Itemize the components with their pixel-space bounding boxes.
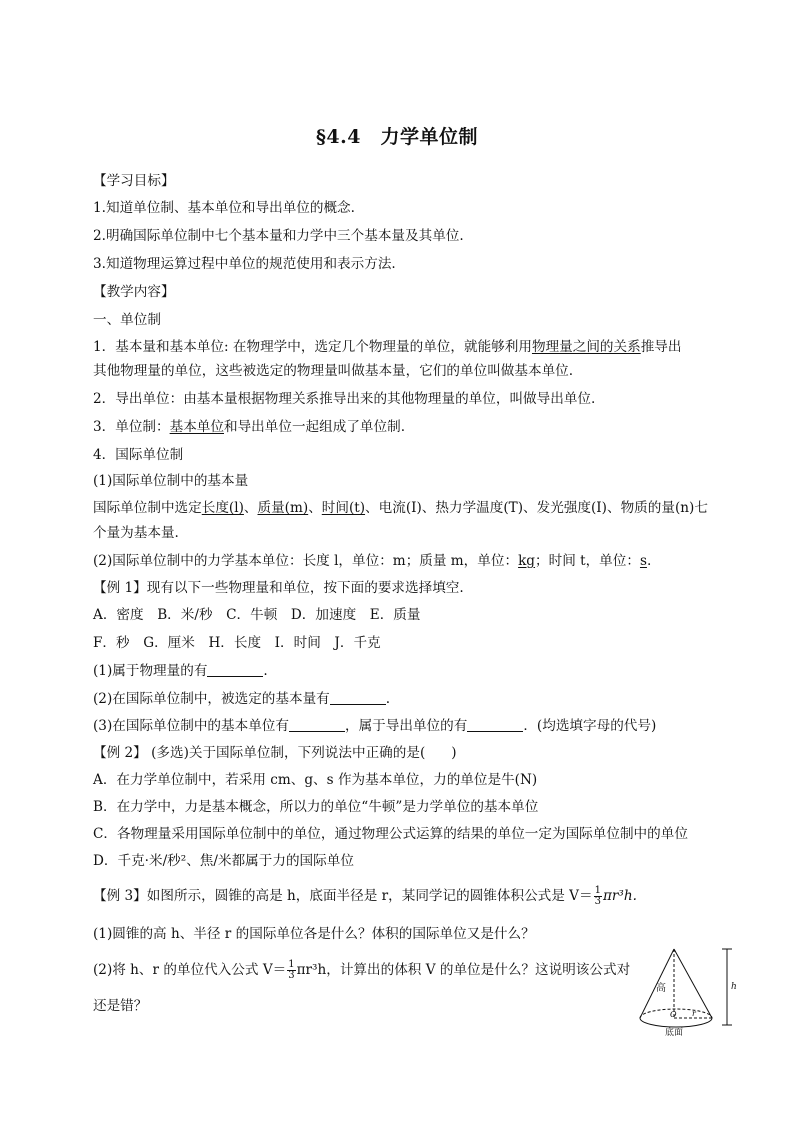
example-2-head: 【例 2】 (多选)关于国际单位制，下列说法中正确的是( ): [93, 745, 457, 761]
example-3-question-2-cont: 还是错？: [93, 998, 148, 1014]
example-2-option-a: A．在力学单位制中，若采用 cm、g、s 作为基本单位，力的单位是牛(N): [93, 772, 538, 788]
fraction-one-third: $\frac{1}{3}$: [288, 959, 295, 981]
example-3-head: 【例 3】如图所示，圆锥的高是 h，底面半径是 r，某同学记的圆锥体积公式是 V＝ $\frac{1}{3}$ πr³h.: [93, 885, 637, 907]
answer-blank[interactable]: [207, 663, 263, 677]
example-3-question-1: (1)圆锥的高 h、半径 r 的国际单位各是什么？体积的国际单位又是什么？: [93, 926, 535, 942]
example-2-option-b: B．在力学中，力是基本概念，所以力的单位“牛顿”是力学单位的基本单位: [93, 799, 539, 815]
fraction-one-third: $\frac{1}{3}$: [594, 885, 601, 907]
point-2: 2．导出单位：由基本量根据物理关系推导出来的其他物理量的单位，叫做导出单位.: [93, 391, 596, 407]
r-label: r: [692, 1009, 696, 1018]
section-heading-objectives: 【学习目标】: [93, 173, 175, 189]
point-3: 3．单位制：基本单位和导出单位一起组成了单位制.: [93, 419, 406, 435]
point-4-sub-1: (1)国际单位制中的基本量: [93, 473, 249, 489]
cone-figure: [630, 945, 745, 1040]
section-heading-content: 【教学内容】: [93, 284, 175, 300]
example-2-option-c: C．各物理量采用国际单位制中的单位，通过物理公式运算的结果的单位一定为国际单位制中的单位: [93, 826, 688, 842]
subsection-unit-system: 一、单位制: [93, 312, 161, 328]
objective-2: 2.明确国际单位制中七个基本量和力学中三个基本量及其单位.: [93, 228, 464, 244]
point-1-line-2: 其他物理量的单位，这些被选定的物理量叫做基本量，它们的单位叫做基本单位.: [93, 363, 574, 379]
base-label: 底面: [665, 1028, 684, 1038]
answer-blank[interactable]: [289, 718, 345, 732]
objective-1: 1.知道单位制、基本单位和导出单位的概念.: [93, 200, 355, 216]
center-label: O: [670, 1010, 677, 1019]
answer-blank[interactable]: [467, 718, 523, 732]
point-4-base-quantities: 国际单位制中选定长度(l)、质量(m)、时间(t)、电流(I)、热力学温度(T)、发光强度(I)、物质的量(n)七: [93, 500, 708, 516]
cone-base-front: [640, 1018, 712, 1027]
h-label: h: [731, 982, 737, 992]
example-1-question-1: (1)属于物理量的有 .: [93, 663, 268, 679]
cone-right-edge: [674, 949, 712, 1018]
point-4-mechanics-units: (2)国际单位制中的力学基本单位：长度 l，单位：m；质量 m，单位：kg；时间 t，单位：s.: [93, 553, 652, 569]
objective-3: 3.知道物理运算过程中单位的规范使用和表示方法.: [93, 256, 396, 272]
example-1-head: 【例 1】现有以下一些物理量和单位，按下面的要求选择填空.: [93, 580, 464, 596]
example-2-option-d: D．千克·米/秒²、焦/米都属于力的国际单位: [93, 853, 354, 869]
example-1-options-row-2: F．秒 G．厘米 H．长度 I．时间 J．千克: [93, 635, 381, 651]
height-label: 高: [656, 983, 666, 994]
answer-blank[interactable]: [330, 691, 386, 705]
point-4-base-quantities-cont: 个量为基本量.: [93, 525, 179, 541]
example-1-question-2: (2)在国际单位制中，被选定的基本量有 .: [93, 691, 391, 707]
point-1-line-1: 1．基本量和基本单位: 在物理学中，选定几个物理量的单位，就能够利用物理量之间的关系推导出: [93, 339, 682, 355]
page-title: §4.4 力学单位制: [316, 126, 478, 148]
example-3-question-2: (2)将 h、r 的单位代入公式 V＝ $\frac{1}{3}$ πr³h，计算出的体积 V 的单位是什么？这说明该公式对: [93, 959, 631, 981]
point-4: 4．国际单位制: [93, 447, 184, 463]
example-1-question-3: (3)在国际单位制中的基本单位有 ，属于导出单位的有 ．(均选填字母的代号): [93, 718, 657, 734]
example-1-options-row-1: A．密度 B．米/秒 C．牛顿 D．加速度 E．质量: [93, 607, 421, 623]
